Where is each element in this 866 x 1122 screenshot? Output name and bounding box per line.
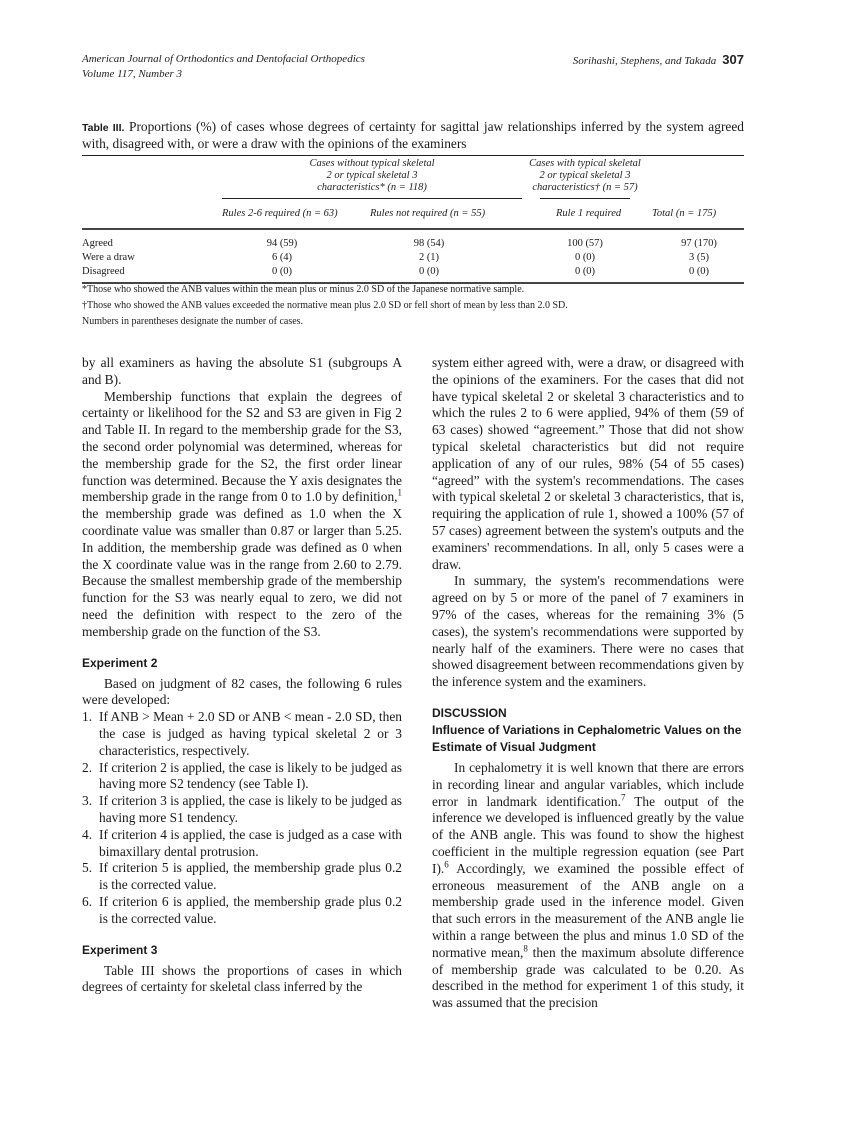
paragraph-exp3: Table III shows the proportions of cases in which degrees of certainty for skeletal class inferred by the — [82, 962, 402, 995]
page-number: 307 — [722, 52, 744, 67]
paragraph-results: system either agreed with, were a draw, or disagreed with the opinions of the examiners. For the cases that did not have typical skeletal 2 or skeletal 3 characteristics and to which the rules 2 to 6 were applied, 94% of them (59 of 63 cases) showed “agreement.” Those that did not show typical skeletal characteristics but did not require application of any of our rules, 98% (54 of 55 cases) “agreed” with the system's recommendations. The cases with typical skeletal 2 or skeletal 3 characteristics, that is, requiring the application of rule 1, showed a 100% (57 of 57 cases) agreement between the system's outputs and the examiners' recommendations. In all, only 5 cases were a draw. — [432, 355, 744, 572]
group-header-line: characteristics† (n = 57) — [532, 182, 638, 193]
left-column — [82, 355, 402, 996]
paragraph-cephalometry — [432, 760, 744, 1012]
citation: 8 — [523, 943, 528, 954]
table-label: Table III. — [82, 122, 125, 134]
table-footnote-parentheses: Numbers in parentheses designate the number of cases. — [82, 316, 304, 327]
cell: 0 (0) — [271, 266, 293, 277]
right-column — [432, 355, 744, 1012]
subheading-influence: Influence of Variations in Cephalometric Values on the Estimate of Visual Judgment — [432, 722, 742, 754]
group-rule — [540, 198, 630, 199]
citation: 1 — [397, 487, 402, 498]
text: Accordingly, we examined the possible effect of erroneous measurement of the ANB angle on a membership grade used in the inference model. Given that such errors in the measurement of the ANB angle lie within a range between the plus and minus 1.0 SD of the normative mean, — [432, 860, 744, 960]
cell: 2 (1) — [418, 252, 440, 263]
table-iii — [82, 119, 744, 277]
heading-discussion: DISCUSSION — [432, 705, 507, 720]
rule-text: If criterion 5 is applied, the membership grade plus 0.2 is the corrected value. — [99, 860, 402, 893]
group-header-without-typical — [222, 158, 522, 194]
rule-item — [82, 827, 402, 861]
row-label: Were a draw — [82, 252, 135, 263]
cell: 6 (4) — [271, 252, 293, 263]
group-header-with-typical — [522, 158, 648, 194]
table-header-rule — [82, 228, 744, 230]
rule-number: 1. — [82, 709, 93, 725]
rules-list — [82, 709, 402, 927]
rule-item — [82, 793, 402, 827]
paragraph-summary: In summary, the system's recommendations were agreed on by 5 or more of the panel of 7 examiners in 97% of the cases, whereas for the remaining 3% (5 cases), the system's recommendations were supported by nearly half of the examiners. There were no cases that showed disagreement between recommendations given by the inference system and the examiners. — [432, 573, 744, 690]
cell: 0 (0) — [688, 266, 710, 277]
paragraph-exp2-intro: Based on judgment of 82 cases, the following 6 rules were developed: — [82, 675, 402, 708]
table-body — [82, 155, 744, 277]
group-header-line: 2 or typical skeletal 3 — [539, 170, 631, 181]
text: the membership grade was defined as 1.0 when the X coordinate value was smaller than 0.87 or larger than 5.25. In addition, the membership grade was defined as 0 when the X coordinate value was in the range from 2.60 to 2.79. Because the smallest membership grade of the membership function for the S3 was nearly equal to zero, we did not need the definition with respect to the zero of the membership grade on the function of the S3. — [82, 506, 402, 639]
rule-item — [82, 709, 402, 759]
rule-number: 4. — [82, 826, 93, 842]
text: The output of the inference we developed is influenced greatly by the value of the ANB angle. This was found to show the highest coefficient in the multiple regression equation (see Part I). — [432, 793, 744, 876]
journal-volume: Volume 117, Number 3 — [82, 68, 183, 80]
cell: 0 (0) — [574, 266, 596, 277]
citation: 7 — [620, 792, 626, 803]
text: then the maximum absolute difference of membership grade was calculated to be 0.20. As described in the method for experiment 1 of this study, it was assumed that the precision — [432, 944, 744, 1011]
paragraph: by all examiners as having the absolute S1 (subgroups A and B). — [82, 355, 402, 387]
heading-experiment-2: Experiment 2 — [82, 655, 158, 670]
table-footnote-asterisk: *Those who showed the ANB values within the mean plus or minus 2.0 SD of the Japanese normative sample. — [82, 284, 525, 295]
cell: 0 (0) — [574, 252, 596, 263]
col-header-rules-not-required: Rules not required (n = 55) — [370, 208, 486, 219]
group-rule — [222, 198, 522, 199]
rule-text: If criterion 4 is applied, the case is judged as a case with bimaxillary dental protrusion. — [99, 826, 402, 859]
rule-item — [82, 860, 402, 894]
text: Membership functions that explain the degrees of certainty or likelihood for the S2 and S3 are given in Fig 2 and Table II. In regard to the membership grade for the S3, the second order polynomial was determined, whereas for the membership grade for the S2, the first order linear function was determined. Because the Y axis designates the membership grade in the range from 0 to 1.0 by definition, — [82, 388, 402, 505]
text: In cephalometry it is well known that there are errors in recording linear and angular variables, which include error in landmark identification. — [432, 759, 744, 809]
col-header-rules-2-6: Rules 2-6 required (n = 63) — [222, 208, 338, 219]
rule-number: 5. — [82, 860, 93, 876]
group-header-line: Cases with typical skeletal — [529, 158, 641, 169]
citation: 6 — [444, 859, 449, 870]
cell: 94 (59) — [266, 238, 298, 249]
row-label: Disagreed — [82, 266, 125, 277]
rule-number: 2. — [82, 759, 93, 775]
cell: 0 (0) — [418, 266, 440, 277]
rule-number: 6. — [82, 893, 93, 909]
cell: 98 (54) — [413, 238, 445, 249]
group-header-line: 2 or typical skeletal 3 — [326, 170, 418, 181]
authors: Sorihashi, Stephens, and Takada — [572, 55, 717, 67]
table-caption — [82, 119, 744, 151]
group-header-line: characteristics* (n = 118) — [317, 182, 427, 193]
cell: 100 (57) — [567, 238, 603, 249]
paragraph-membership — [82, 389, 402, 641]
table-footnote-dagger: †Those who showed the ANB values exceeded the normative mean plus 2.0 SD or fell short of mean by less than 2.0 SD. — [82, 300, 568, 311]
cell: 97 (170) — [681, 238, 717, 249]
journal-title: American Journal of Orthodontics and Dentofacial Orthopedics — [82, 53, 365, 65]
rule-text: If criterion 2 is applied, the case is likely to be judged as having more S2 tendency (see Table I). — [99, 759, 402, 792]
journal-info — [82, 52, 365, 82]
rule-item — [82, 760, 402, 794]
rule-item — [82, 894, 402, 928]
row-label: Agreed — [82, 238, 113, 249]
col-header-total: Total (n = 175) — [652, 208, 717, 219]
cell: 3 (5) — [688, 252, 710, 263]
col-header-rule-1: Rule 1 required — [556, 208, 622, 219]
author-page-info — [573, 52, 744, 69]
rule-text: If criterion 6 is applied, the membership grade plus 0.2 is the corrected value. — [99, 893, 402, 926]
table-caption-text: Proportions (%) of cases whose degrees of certainty for sagittal jaw relationships inferred by the system agreed with, disagreed with, or were a draw with the opinions of the examiners — [82, 119, 744, 151]
group-header-line: Cases without typical skeletal — [309, 158, 435, 169]
rule-text: If ANB > Mean + 2.0 SD or ANB < mean - 2.0 SD, then the case is judged as having typical skeletal 2 or 3 characteristics, respectively. — [99, 709, 402, 758]
rule-text: If criterion 3 is applied, the case is likely to be judged as having more S1 tendency. — [99, 793, 402, 825]
rule-number: 3. — [82, 793, 93, 809]
heading-experiment-3: Experiment 3 — [82, 942, 158, 957]
